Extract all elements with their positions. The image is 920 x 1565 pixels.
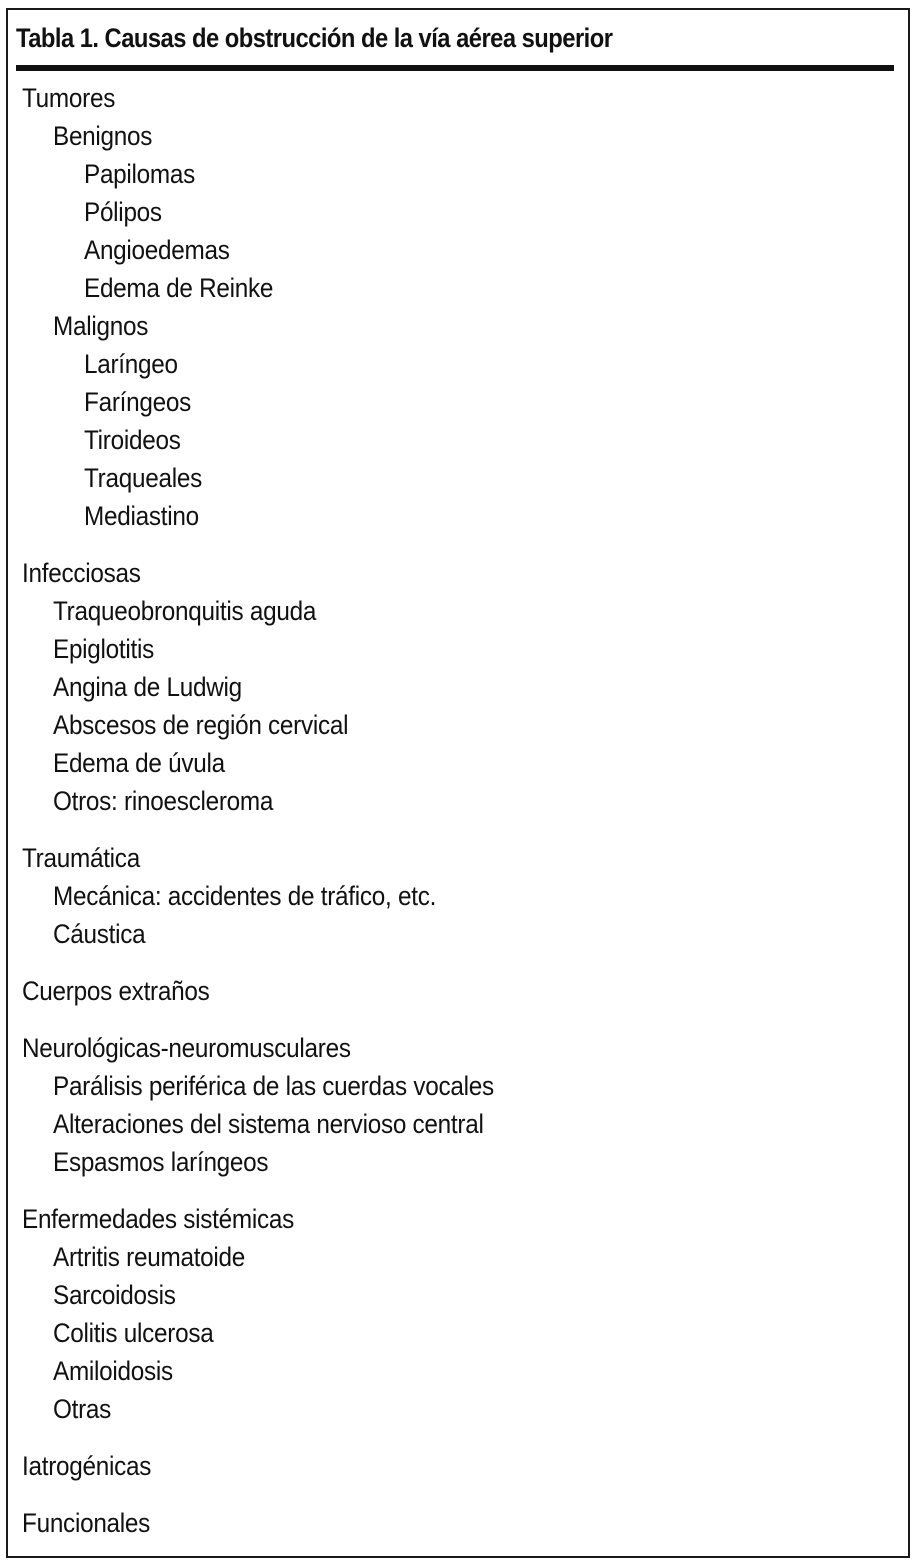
list-item: Traqueales [84, 463, 202, 493]
list-item: Cáustica [53, 919, 146, 949]
list-item: Edema de Reinke [84, 273, 274, 303]
list-item: Amiloidosis [53, 1356, 173, 1386]
section-heading: Funcionales [22, 1508, 151, 1538]
list-item: Tiroideos [84, 425, 181, 455]
list-item: Mediastino [84, 501, 199, 531]
list-item: Colitis ulcerosa [53, 1318, 214, 1348]
list-item: Laríngeo [84, 349, 178, 379]
list-item: Otros: rinoescleroma [53, 786, 274, 816]
list-item: Angina de Ludwig [53, 672, 242, 702]
section-heading: Cuerpos extraños [22, 976, 210, 1006]
section-heading: Tumores [22, 83, 116, 113]
subsection-heading: Benignos [53, 121, 153, 151]
section-heading: Iatrogénicas [22, 1451, 152, 1481]
list-item: Mecánica: accidentes de tráfico, etc. [53, 881, 437, 911]
list-item: Angioedemas [84, 235, 230, 265]
subsection-heading: Malignos [53, 311, 149, 341]
causes-list [16, 79, 896, 1542]
list-item: Traqueobronquitis aguda [53, 596, 317, 626]
title-divider [16, 65, 894, 71]
section-heading: Infecciosas [22, 558, 141, 588]
list-item: Pólipos [84, 197, 162, 227]
list-item: Edema de úvula [53, 748, 225, 778]
list-item: Faríngeos [84, 387, 191, 417]
list-item: Sarcoidosis [53, 1280, 176, 1310]
list-item: Artritis reumatoide [53, 1242, 246, 1272]
table-title: Tabla 1. Causas de obstrucción de la vía aérea superior [16, 23, 613, 53]
list-item: Alteraciones del sistema nervioso central [53, 1109, 484, 1139]
section-heading: Traumática [22, 843, 140, 873]
section-heading: Neurológicas-neuromusculares [22, 1033, 351, 1063]
list-item: Otras [53, 1394, 112, 1424]
list-item: Espasmos laríngeos [53, 1147, 269, 1177]
list-item: Epiglotitis [53, 634, 155, 664]
section-heading: Enfermedades sistémicas [22, 1204, 295, 1234]
list-item: Parálisis periférica de las cuerdas vocales [53, 1071, 494, 1101]
list-item: Papilomas [84, 159, 196, 189]
list-item: Abscesos de región cervical [53, 710, 349, 740]
